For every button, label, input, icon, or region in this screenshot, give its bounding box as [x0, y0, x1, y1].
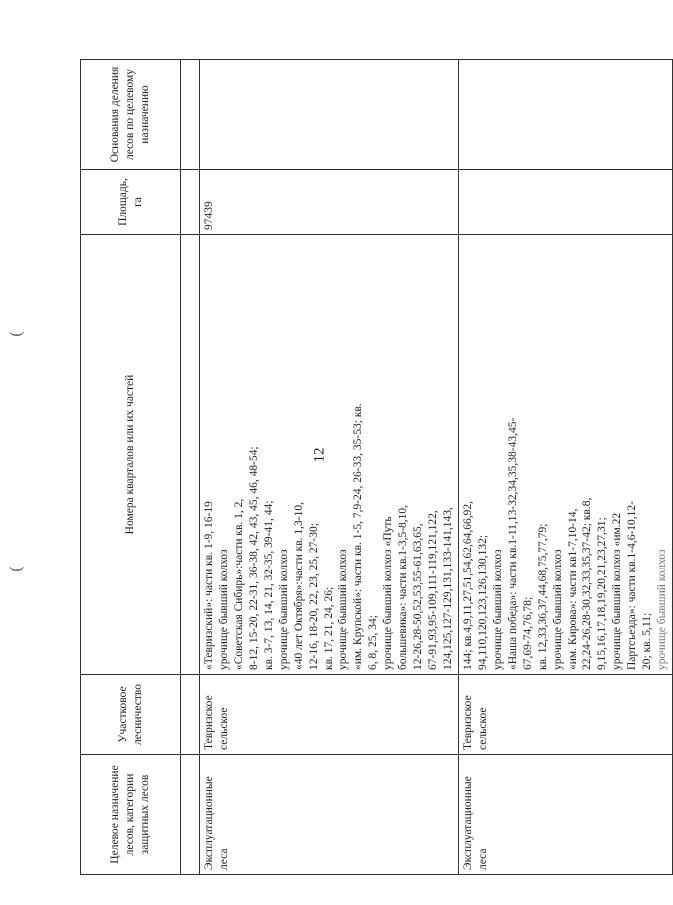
- quarters-line: 67-91,93,95-109,111-119,121,122,: [427, 510, 440, 670]
- quarters-line: 6, 8, 25, 34;: [367, 615, 380, 670]
- column-number-cell: [181, 60, 200, 170]
- district-cell: Тевризское сельское: [200, 675, 459, 755]
- purpose-cell: Эксплуатационные леса: [458, 755, 672, 875]
- quarters-line: «Наша победа»: части кв.1-11,13-32,34,35,38-43,45-: [506, 417, 519, 670]
- quarters-cell: [458, 235, 672, 675]
- header-area: Площадь, га: [81, 170, 181, 235]
- column-number-cell: [181, 170, 200, 235]
- quarters-line: «Тевризский»: части кв. 1-9, 16-19: [203, 501, 215, 670]
- quarters-line: «Советская Сибирь»:части кв. 1, 2,: [232, 498, 245, 670]
- header-purpose: Целевое назначение лесов, категории защитных лесов: [81, 755, 181, 875]
- scan-mark-top: (: [7, 331, 25, 337]
- quarters-line: «им. Кирова»: части кв1-7,10-14,: [566, 508, 579, 670]
- quarters-line: 9,15,16,17,18,19,20,21,23,27,31;: [596, 517, 609, 670]
- header-district: Участковое лесничество: [81, 675, 181, 755]
- quarters-cell: [200, 235, 459, 675]
- quarters-line: кв. 3-7, 13, 14, 21, 32-35, 39-41, 44;: [262, 500, 275, 670]
- quarters-line: урочище бывший колхоз: [491, 549, 504, 670]
- quarters-line: 22,24-26,28-30,32,33,35,37-42; кв.8,: [581, 497, 594, 670]
- quarters-line: 20; кв. 5,11;: [641, 612, 654, 670]
- quarters-line: большевика»: части кв.1-3,5-8,10,: [397, 504, 410, 670]
- quarters-line: 144; кв.4,9,11,27,51,54,62,64,66,92,: [461, 500, 474, 670]
- quarters-line: 124,125,127-129,131,133-141,143,: [442, 507, 454, 670]
- area-cell: [458, 170, 672, 235]
- rotated-table-container: [80, 60, 669, 875]
- quarters-line: урочище бывший колхоз «Путь: [382, 516, 395, 670]
- quarters-line: 12-16, 18-20, 22, 23, 25, 27-30;: [307, 523, 320, 670]
- purpose-cell: Эксплуатационные леса: [200, 755, 459, 875]
- quarters-line: урочище бывший колхоз «им.22: [611, 512, 624, 670]
- column-number-cell: [181, 235, 200, 675]
- quarters-line: урочище бывший колхоз: [337, 549, 350, 670]
- quarters-line: урочище бывший колхоз: [217, 549, 230, 670]
- quarters-line: 67,69-74,76,78;: [521, 596, 534, 670]
- quarters-line: «40 лет Октября»:части кв. 1,3-10,: [292, 501, 305, 670]
- area-cell: 97439: [200, 170, 459, 235]
- quarters-line: урочище бывший колхоз: [551, 549, 564, 670]
- header-basis: Основания деления лесов по целевому назначению: [81, 60, 181, 170]
- column-number-cell: [181, 675, 200, 755]
- district-cell: Тевризское сельское: [458, 675, 672, 755]
- quarters-line: кв. 17, 21, 24, 26;: [322, 586, 335, 670]
- page-number: 12: [311, 447, 328, 463]
- quarters-line: Партсъезда»: части кв.1-4,6-10,12-: [626, 500, 639, 670]
- basis-cell: [200, 60, 459, 170]
- header-row: [81, 60, 181, 875]
- quarters-line: 94,110,120,123,126,130,132;: [476, 534, 489, 670]
- quarters-line: 12-26,28-50,52,53,55-61,63,65,: [412, 523, 425, 670]
- column-number-cell: [181, 755, 200, 875]
- quarters-line: урочище бывший колхоз: [277, 549, 290, 670]
- basis-cell: [458, 60, 672, 170]
- scan-mark-bottom: (: [7, 566, 25, 572]
- table-row: [200, 60, 459, 875]
- table-row: [458, 60, 672, 875]
- forest-purpose-table: [80, 59, 673, 875]
- quarters-line: 8-12, 15-20, 22-31, 36-38, 42, 43, 45, 46, 48-54;: [247, 446, 260, 670]
- quarters-line: «им. Крупской»: части кв. 1-5, 7,9-24, 26-33, 35-53; кв.: [352, 403, 365, 670]
- header-quarters: Номера кварталов или их частей: [81, 235, 181, 675]
- quarters-line: урочище бывший колхоз: [656, 549, 669, 670]
- quarters-line: кв. 12,33,36,37,44,68,75,77,79;: [536, 523, 549, 670]
- column-number-row: [181, 60, 200, 875]
